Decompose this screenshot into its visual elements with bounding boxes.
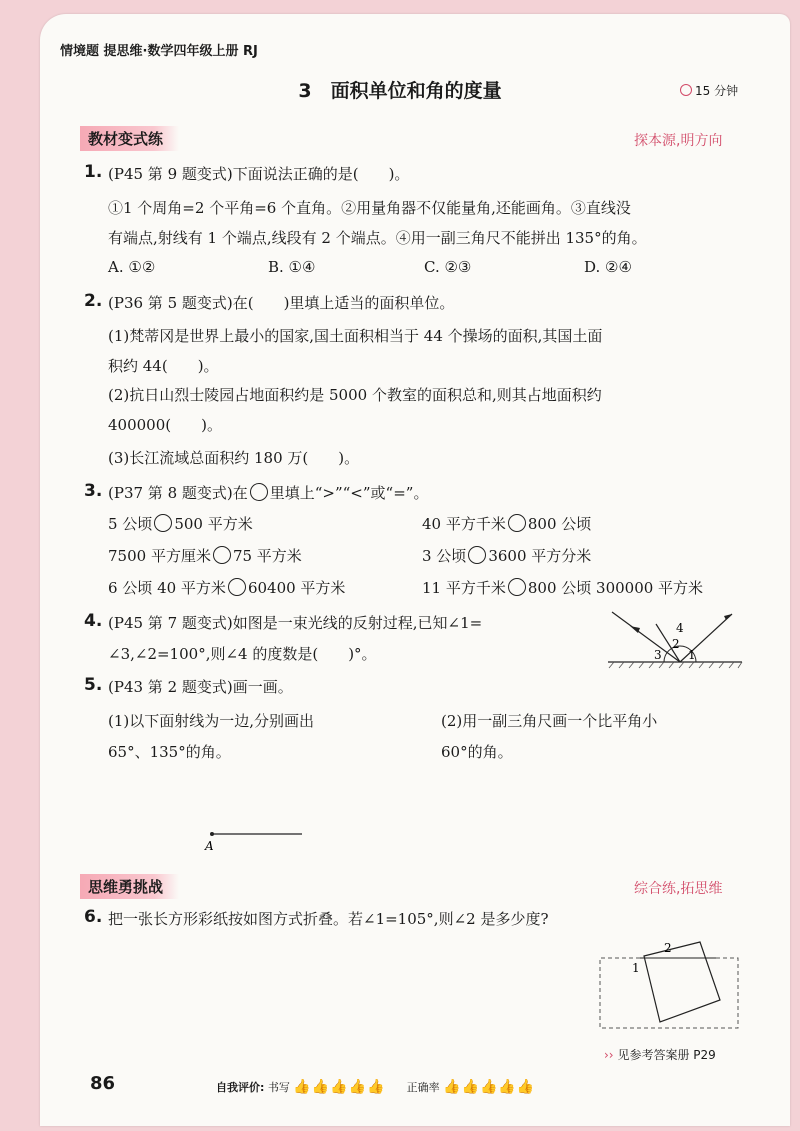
q3-item-5-left: 6 公顷 40 平方米 <box>108 579 226 597</box>
timer-text: 15 分钟 <box>695 84 739 98</box>
q3-item-2-right: 800 公顷 <box>527 515 592 533</box>
q3-item-6-left: 11 平方千米 <box>422 579 506 597</box>
clock-icon <box>680 84 692 96</box>
q2-part2-a: (2)抗日山烈士陵园占地面积约是 5000 个教室的面积总和,则其占地面积约 <box>108 386 602 404</box>
q1-option-a[interactable]: A. ①② <box>108 258 156 276</box>
accuracy-label: 正确率 <box>406 1081 440 1094</box>
self-evaluation <box>216 1079 535 1095</box>
q1-option-c[interactable]: C. ②③ <box>424 258 472 276</box>
compare-circle-icon <box>250 483 268 501</box>
fold-angle-label-2: 2 <box>664 941 672 955</box>
q6-stem: 把一张长方形彩纸按如图方式折叠。若∠1=105°,则∠2 是多少度? <box>108 910 549 928</box>
incident-ray <box>612 612 680 662</box>
q5-number: 5. <box>84 675 103 695</box>
book-header: 情境题 提思维·数学四年级上册 RJ <box>60 44 258 59</box>
section-tag-challenge: 思维勇挑战 <box>80 874 179 899</box>
q1-line1: ①1 个周角=2 个平角=6 个直角。②用量角器不仅能量角,还能画角。③直线没 <box>108 199 631 217</box>
q1-option-b[interactable]: B. ①④ <box>268 258 316 276</box>
fold-angle-label-1: 1 <box>632 961 640 975</box>
angle-label-2: 2 <box>672 637 680 651</box>
q3-item-3-circle[interactable] <box>213 546 231 564</box>
q5-part1-b: 65°、135°的角。 <box>108 743 231 761</box>
accuracy-thumbs-icon[interactable]: 👍👍👍👍👍 <box>443 1079 536 1095</box>
writing-label: 书写 <box>267 1081 290 1094</box>
writing-thumbs-icon[interactable]: 👍👍👍👍👍 <box>293 1079 386 1095</box>
ray-label-a: A <box>205 839 214 852</box>
q3-item-4-circle[interactable] <box>468 546 486 564</box>
angle-label-1: 1 <box>688 648 696 662</box>
q3-item-1 <box>108 513 253 534</box>
q1-line2: 有端点,射线有 1 个端点,线段有 2 个端点。④用一副三角尺不能拼出 135°的角。 <box>108 229 647 247</box>
q6-folded-paper-figure <box>592 934 748 1036</box>
q3-item-4-left: 3 公顷 <box>422 547 467 565</box>
angle-label-4: 4 <box>676 621 684 635</box>
q2-stem: (P36 第 5 题变式)在( )里填上适当的面积单位。 <box>108 294 455 312</box>
q3-item-1-left: 5 公顷 <box>108 515 153 533</box>
answer-reference[interactable] <box>604 1046 716 1063</box>
q3-number: 3. <box>84 481 103 501</box>
q2-part1-b: 积约 44( )。 <box>108 357 219 375</box>
q4-line2: ∠3,∠2=100°,则∠4 的度数是( )°。 <box>108 645 377 663</box>
q3-item-6-right: 800 公顷 300000 平方米 <box>527 579 704 597</box>
q3-item-2-circle[interactable] <box>508 514 526 532</box>
q5-stem: (P43 第 2 题变式)画一画。 <box>108 678 293 696</box>
q3-item-1-circle[interactable] <box>154 514 172 532</box>
self-eval-label: 自我评价: <box>216 1081 265 1094</box>
answer-reference-text: 见参考答案册 P29 <box>617 1048 716 1062</box>
q3-item-4 <box>422 545 591 566</box>
section-slogan-challenge: 综合练,拓思维 <box>634 881 723 897</box>
q3-item-3-left: 7500 平方厘米 <box>108 547 211 565</box>
q3-item-6-circle[interactable] <box>508 578 526 596</box>
q2-number: 2. <box>84 291 103 311</box>
q5-part2-b: 60°的角。 <box>441 743 513 761</box>
q6-number: 6. <box>84 907 103 927</box>
q1-stem: (P45 第 9 题变式)下面说法正确的是( )。 <box>108 165 410 183</box>
q1-number: 1. <box>84 162 103 182</box>
q4-reflection-figure <box>600 604 750 670</box>
q3-item-2-left: 40 平方千米 <box>422 515 506 533</box>
q3-item-3-right: 75 平方米 <box>232 547 302 565</box>
q4-number: 4. <box>84 611 103 631</box>
q3-item-2 <box>422 513 591 534</box>
q3-stem <box>108 482 428 503</box>
q3-item-6 <box>422 577 703 598</box>
q5-part2-a: (2)用一副三角尺画一个比平角小 <box>441 712 658 730</box>
q3-stem-post: 里填上“>”“<”或“=”。 <box>269 484 429 502</box>
q3-item-5-right: 60400 平方米 <box>247 579 346 597</box>
q3-item-4-right: 3600 平方分米 <box>488 547 592 565</box>
q5-ray-figure[interactable] <box>200 826 310 852</box>
section-tag-textbook: 教材变式练 <box>80 126 179 151</box>
q3-item-1-right: 500 平方米 <box>174 515 253 533</box>
arrow-head-icon <box>724 614 732 620</box>
q1-option-d[interactable]: D. ②④ <box>584 258 632 276</box>
q5-part1-a: (1)以下面射线为一边,分别画出 <box>108 712 315 730</box>
q2-part1-a: (1)梵蒂冈是世界上最小的国家,国土面积相当于 44 个操场的面积,其国土面 <box>108 327 603 345</box>
folded-flap <box>644 942 720 1022</box>
q2-part3: (3)长江流域总面积约 180 万( )。 <box>108 449 360 467</box>
section-slogan-textbook: 探本源,明方向 <box>634 133 723 149</box>
page-number: 86 <box>90 1073 116 1094</box>
double-chevron-icon: ›› <box>604 1048 614 1062</box>
q2-part2-b: 400000( )。 <box>108 416 222 434</box>
q3-item-3 <box>108 545 302 566</box>
mirror-hatching <box>609 662 742 668</box>
timer <box>680 82 738 99</box>
angle-label-3: 3 <box>654 648 662 662</box>
q3-stem-pre: (P37 第 8 题变式)在 <box>108 484 248 502</box>
q3-item-5-circle[interactable] <box>228 578 246 596</box>
page-title: 3 面积单位和角的度量 <box>298 80 502 102</box>
q3-item-5 <box>108 577 345 598</box>
q4-line1: (P45 第 7 题变式)如图是一束光线的反射过程,已知∠1= <box>108 614 483 632</box>
